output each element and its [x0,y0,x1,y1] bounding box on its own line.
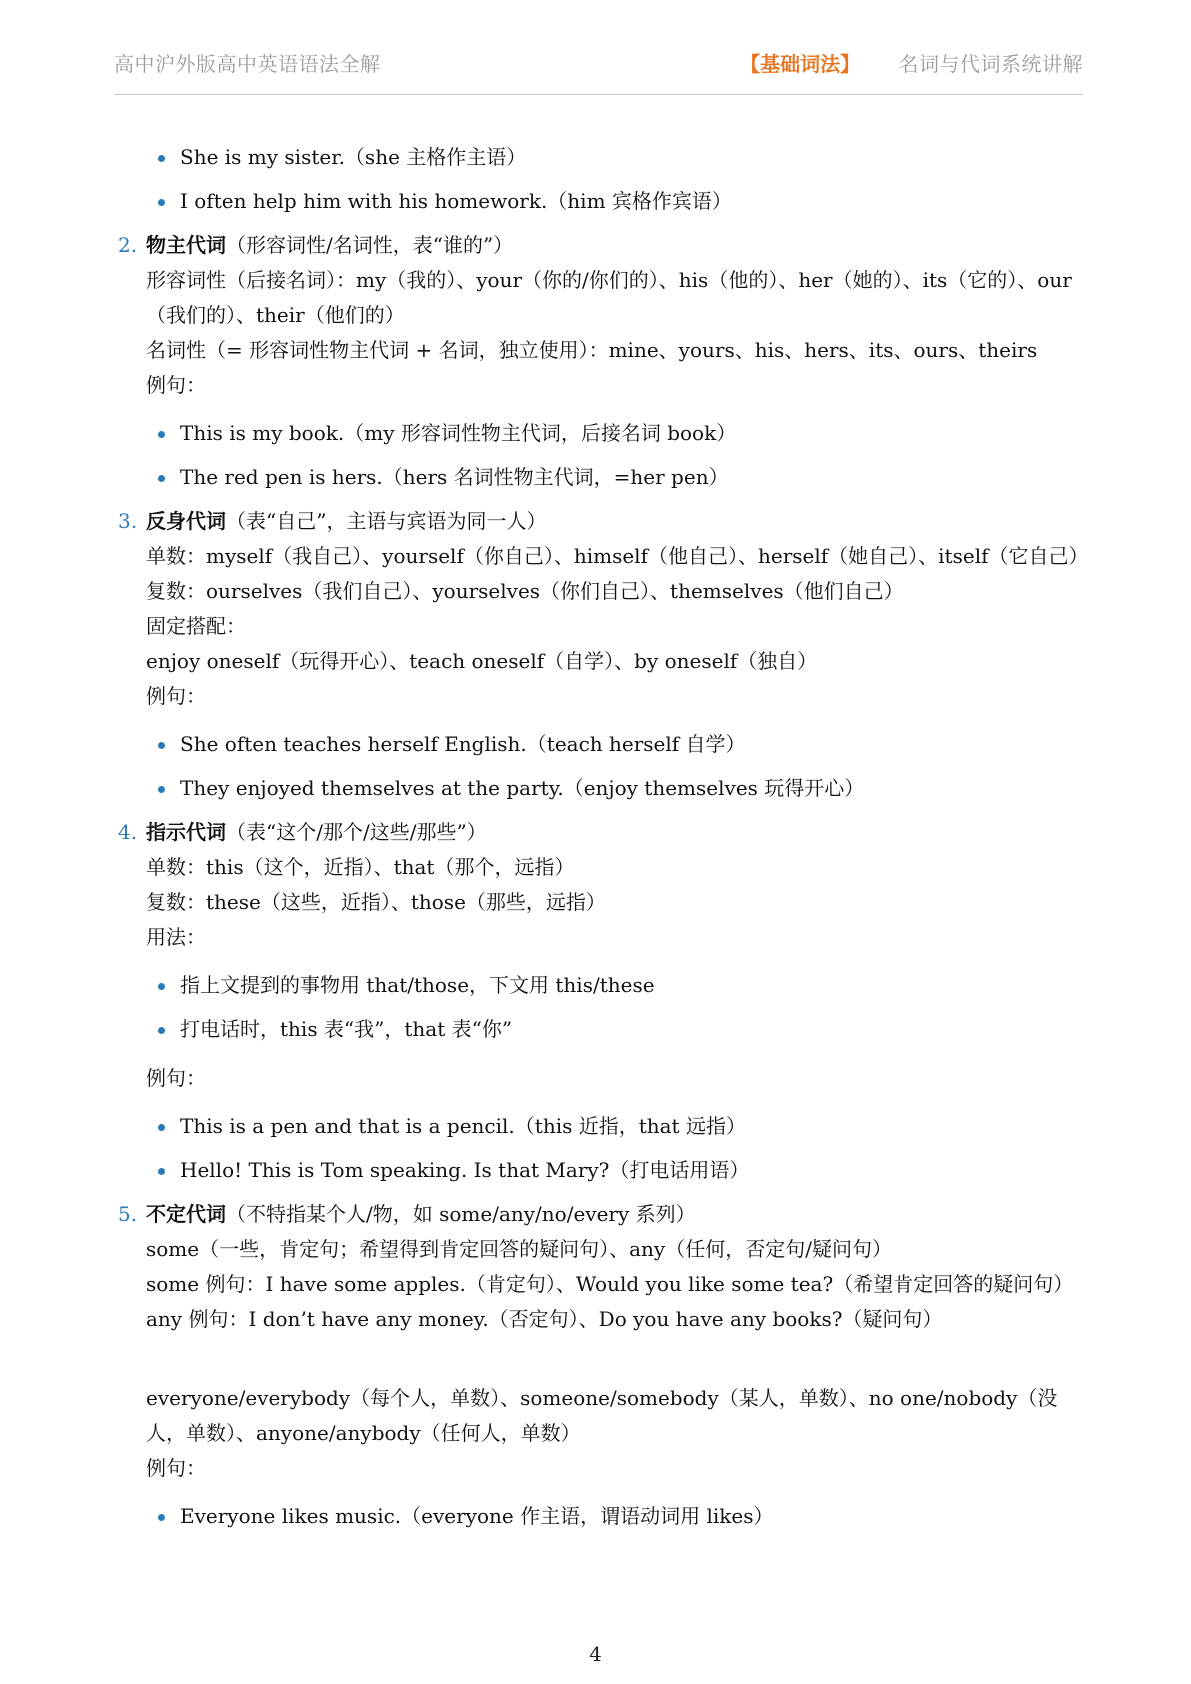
section-body [118,1232,1090,1486]
list-item: Hello! This is Tom speaking. Is that Mary?（打电话用语） [158,1153,1090,1188]
section-heading [118,1197,1090,1232]
bullet-icon [158,199,165,206]
page-header [114,44,1083,95]
section-body [118,850,1090,955]
body-line: 复数：these（这些，近指）、those（那些，远指） [146,890,606,914]
spacer [146,1337,1090,1381]
intro-bullet-list [118,140,1090,219]
list-item: Everyone likes music.（everyone 作主语，谓语动词用 likes） [158,1499,1090,1534]
bullet-icon [158,1027,165,1034]
bullet-icon [158,1168,165,1175]
list-item: The red pen is hers.（hers 名词性物主代词，=her pen） [158,460,1090,495]
bullet-icon [158,1514,165,1521]
page-number: 4 [589,1642,602,1666]
list-item: They enjoyed themselves at the party.（enjoy themselves 玩得开心） [158,771,1090,806]
body-line: some（一些，肯定句；希望得到肯定回答的疑问句）、any（任何，否定句/疑问句） [146,1237,892,1261]
section-title-note: （形容词性/名词性，表“谁的”） [226,233,514,257]
section-title: 物主代词 [146,233,226,257]
page-content [118,140,1090,1543]
list-item: 指上文提到的事物用 that/those，下文用 this/these [158,968,1090,1003]
example-label: 例句： [146,1066,206,1090]
list-item: This is my book.（my 形容词性物主代词，后接名词 book） [158,416,1090,451]
body-line: 形容词性（后接名词）：my（我的）、your（你的/你们的）、his（他的）、her（她的）、its（它的）、our（我们的）、their（他们的） [146,268,1072,327]
body-line: enjoy oneself（玩得开心）、teach oneself（自学）、by oneself（独自） [146,649,818,673]
example-label: 例句： [146,1456,206,1480]
section-title: 不定代词 [146,1202,226,1226]
example-list [118,1499,1090,1534]
body-line: any 例句：I don’t have any money.（否定句）、Do you have any books?（疑问句） [146,1307,943,1331]
section-heading [118,228,1090,263]
header-right [740,48,1083,77]
body-line: some 例句：I have some apples.（肯定句）、Would you like some tea?（希望肯定回答的疑问句） [146,1272,1074,1296]
list-item: This is a pen and that is a pencil.（this 近指，that 远指） [158,1109,1090,1144]
list-item: I often help him with his homework.（him 宾格作宾语） [158,184,1090,219]
bullet-icon [158,983,165,990]
section-number: 2. [118,233,138,257]
body-line: 复数：ourselves（我们自己）、yourselves（你们自己）、themselves（他们自己） [146,579,904,603]
bullet-icon [158,1124,165,1131]
usage-label: 用法： [146,925,206,949]
usage-list [118,968,1090,1047]
section-possessive-pronouns [118,228,1090,495]
example-list [118,416,1090,495]
section-title-note: （表“自己”，主语与宾语为同一人） [226,509,547,533]
bullet-icon [158,431,165,438]
section-title-note: （不特指某个人/物，如 some/any/no/every 系列） [226,1202,696,1226]
body-line: 固定搭配： [146,614,246,638]
section-body [118,263,1090,403]
example-label: 例句： [146,684,206,708]
book-title: 高中沪外版高中英语语法全解 [114,52,381,76]
section-title: 反身代词 [146,509,226,533]
example-label: 例句： [146,373,206,397]
section-heading [118,815,1090,850]
bullet-icon [158,786,165,793]
section-number: 4. [118,820,138,844]
section-body [118,1061,1090,1096]
example-list [118,1109,1090,1188]
list-item: 打电话时，this 表“我”，that 表“你” [158,1012,1090,1047]
chapter-subtitle: 名词与代词系统讲解 [898,52,1083,76]
body-line: 单数：this（这个，近指）、that（那个，远指） [146,855,575,879]
bullet-icon [158,742,165,749]
section-title: 指示代词 [146,820,226,844]
section-demonstrative-pronouns [118,815,1090,1188]
section-heading [118,504,1090,539]
section-reflexive-pronouns [118,504,1090,806]
section-indefinite-pronouns [118,1197,1090,1534]
body-line: 名词性（= 形容词性物主代词 + 名词，独立使用）：mine、yours、his、hers、its、ours、theirs [146,338,1038,362]
section-number: 5. [118,1202,138,1226]
bullet-icon [158,155,165,162]
section-body [118,539,1090,714]
body-line: 单数：myself（我自己）、yourself（你自己）、himself（他自己）、herself（她自己）、itself（它自己） [146,544,1089,568]
list-item: She often teaches herself English.（teach herself 自学） [158,727,1090,762]
body-line: everyone/everybody（每个人，单数）、someone/somebody（某人，单数）、no one/nobody（没人，单数）、anyone/anybody（任何人，单数） [146,1386,1058,1445]
chapter-tag: 【基础词法】 [740,52,861,76]
section-title-note: （表“这个/那个/这些/那些”） [226,820,487,844]
section-number: 3. [118,509,138,533]
list-item: She is my sister.（she 主格作主语） [158,140,1090,175]
example-list [118,727,1090,806]
bullet-icon [158,475,165,482]
